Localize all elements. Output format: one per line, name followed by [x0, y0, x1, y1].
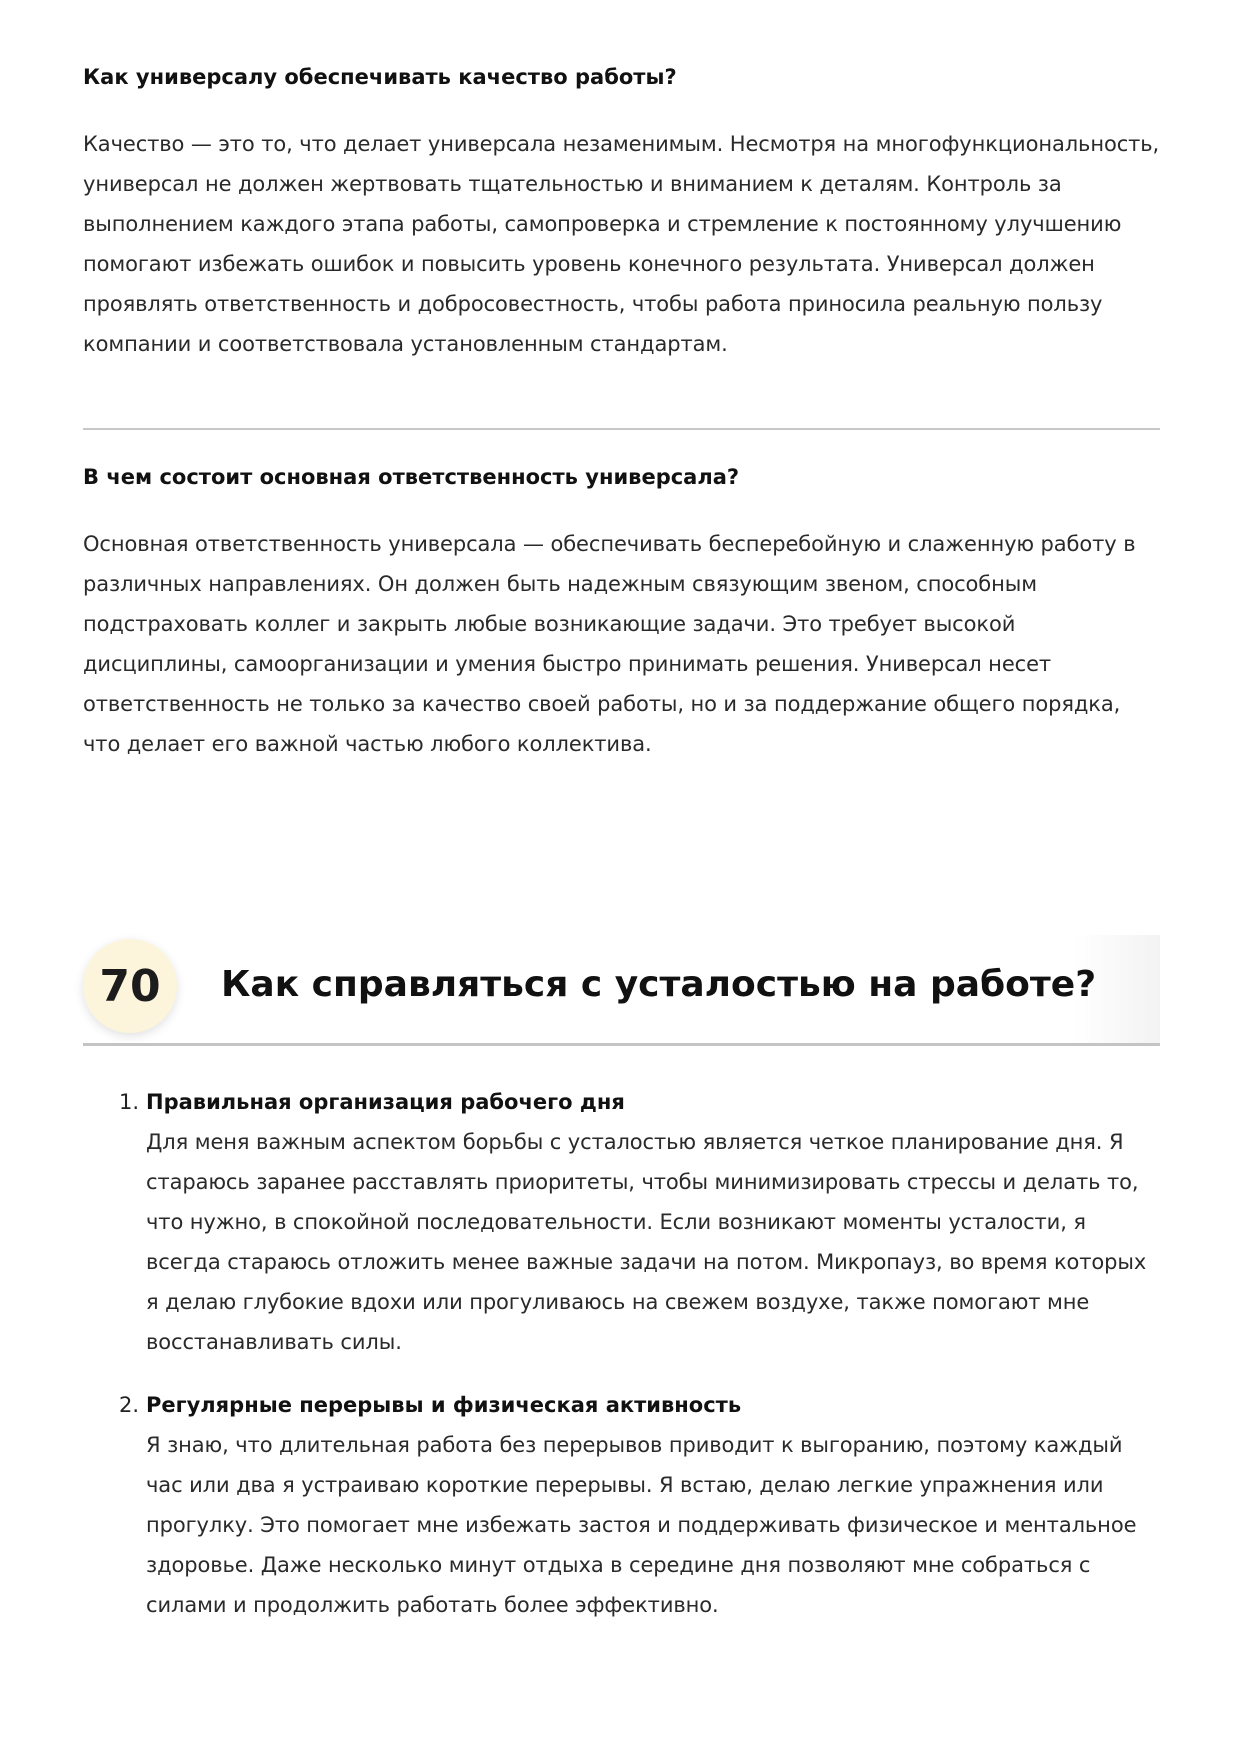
- question-heading: Как универсалу обеспечивать качество работы?: [83, 65, 677, 89]
- section-header: [83, 935, 1160, 1046]
- list-item-number: 1.: [119, 1090, 140, 1114]
- qa-block-responsibility: [83, 462, 1160, 764]
- list-item-body: [146, 1385, 1160, 1625]
- qa-block-quality: [83, 62, 1160, 364]
- section-number-badge: 70: [83, 939, 177, 1033]
- list-item-title: Регулярные перерывы и физическая активность: [146, 1393, 742, 1417]
- section-title: Как справляться с усталостью на работе?: [221, 964, 1097, 1005]
- list-item-number: 2.: [119, 1393, 140, 1417]
- list-item-title: Правильная организация рабочего дня: [146, 1090, 625, 1114]
- answer-paragraph: Качество — это то, что делает универсала незаменимым. Несмотря на многофункциональность, универсал не должен жертвовать тщательностью и вниманием к деталям. Контроль за выполнением каждого этапа работы, самопроверка и стремление к постоянному улучшению помогают избежать ошибок и повысить уровень конечного результата. Универсал должен проявлять ответственность и добросовестность, чтобы работа приносила реальную пользу компании и соответствовала установленным стандартам.: [83, 132, 1160, 356]
- question-heading: В чем состоит основная ответственность универсала?: [83, 465, 740, 489]
- section-divider: [83, 428, 1160, 430]
- answer-paragraph: Основная ответственность универсала — обеспечивать бесперебойную и слаженную работу в различных направлениях. Он должен быть надежным связующим звеном, способным подстраховать коллег и закрыть любые возникающие задачи. Это требует высокой дисциплины, самоорганизации и умения быстро принимать решения. Универсал несет ответственность не только за качество своей работы, но и за поддержание общего порядка, что делает его важной частью любого коллектива.: [83, 532, 1136, 756]
- list-item-body: [146, 1082, 1160, 1362]
- list-item-text: Для меня важным аспектом борьбы с усталостью является четкое планирование дня. Я стараюсь заранее расставлять приоритеты, чтобы минимизировать стрессы и делать то, что нужно, в спокойной последовательности. Если возникают моменты усталости, я всегда стараюсь отложить менее важные задачи на потом. Микропауз, во время которых я делаю глубокие вдохи или прогуливаюсь на свежем воздухе, также помогают мне восстанавливать силы.: [146, 1130, 1147, 1354]
- list-item-text: Я знаю, что длительная работа без перерывов приводит к выгоранию, поэтому каждый час или два я устраиваю короткие перерывы. Я встаю, делаю легкие упражнения или прогулку. Это помогает мне избежать застоя и поддерживать физическое и ментальное здоровье. Даже несколько минут отдыха в середине дня позволяют мне собраться с силами и продолжить работать более эффективно.: [146, 1433, 1137, 1617]
